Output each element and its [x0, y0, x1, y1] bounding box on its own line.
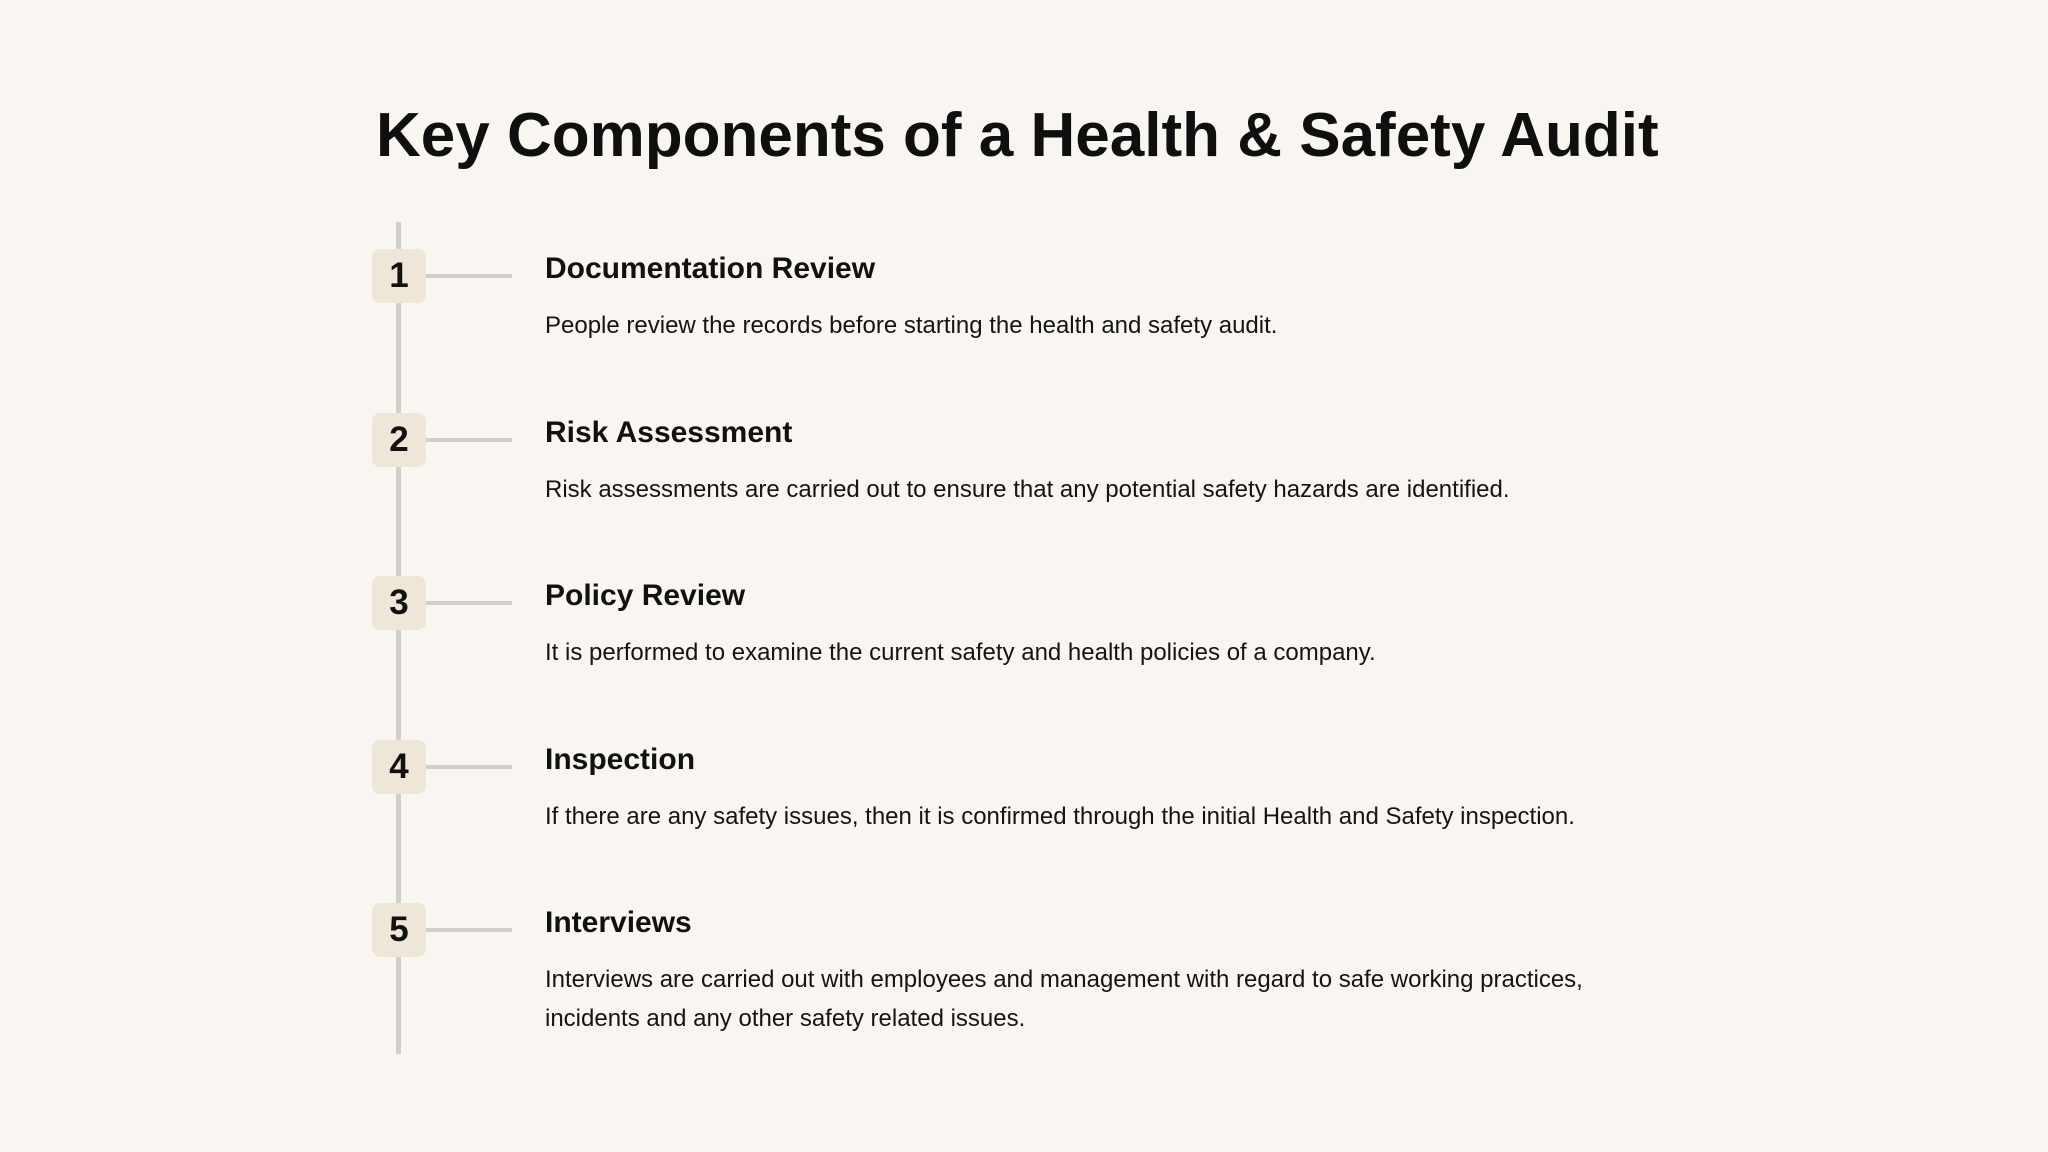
- step-heading: Interviews: [545, 906, 692, 939]
- step-heading: Documentation Review: [545, 252, 876, 285]
- step-description: If there are any safety issues, then it is confirmed through the initial Health and Safety inspection.: [545, 803, 1575, 830]
- step-number-badge: 5: [372, 903, 426, 957]
- step-heading: Policy Review: [545, 579, 746, 612]
- step-number-badge: 2: [372, 413, 426, 467]
- step-number-badge: 4: [372, 740, 426, 794]
- step-description: Interviews are carried out with employees and management with regard to safe working practices, incidents and any other safety related issues.: [545, 966, 1583, 1032]
- page-title: Key Components of a Health & Safety Audit: [376, 101, 1659, 170]
- step-connector: [426, 765, 512, 769]
- step-connector: [426, 601, 512, 605]
- step-connector: [426, 438, 512, 442]
- step-number-badge: 1: [372, 249, 426, 303]
- step-connector: [426, 928, 512, 932]
- step-description: Risk assessments are carried out to ensure that any potential safety hazards are identified.: [545, 476, 1510, 503]
- step-connector: [426, 274, 512, 278]
- step-description: It is performed to examine the current safety and health policies of a company.: [545, 639, 1376, 666]
- step-heading: Inspection: [545, 743, 696, 776]
- step-heading: Risk Assessment: [545, 416, 793, 449]
- step-description: People review the records before starting the health and safety audit.: [545, 312, 1278, 339]
- step-number-badge: 3: [372, 576, 426, 630]
